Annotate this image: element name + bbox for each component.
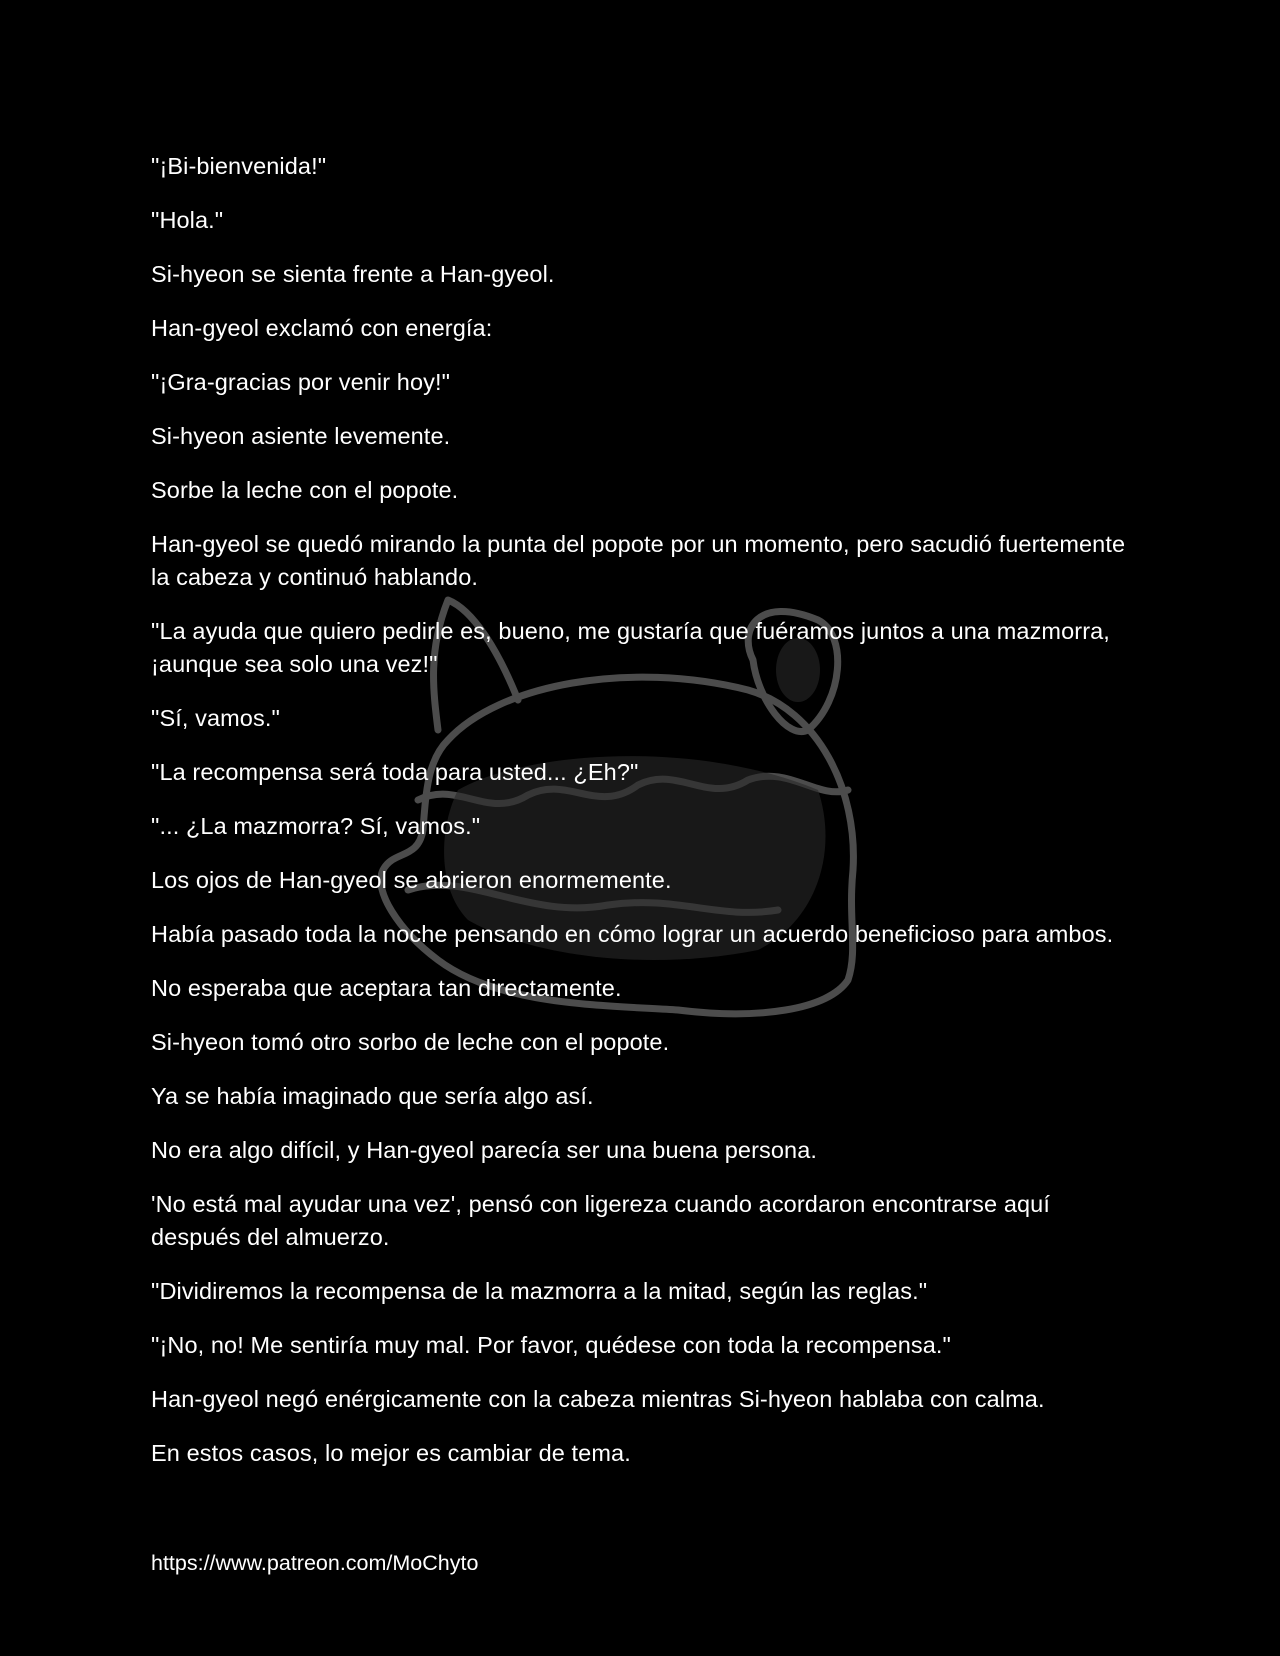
story-text xyxy=(151,150,1131,1491)
paragraph: "¡Gra-gracias por venir hoy!" xyxy=(151,369,451,395)
paragraph: "¡Bi-bienvenida!" xyxy=(151,153,327,179)
patreon-link[interactable]: https://www.patreon.com/MoChyto xyxy=(151,1551,479,1575)
paragraph: "Hola." xyxy=(151,207,224,233)
paragraph: Sorbe la leche con el popote. xyxy=(151,477,459,503)
paragraph: Si-hyeon asiente levemente. xyxy=(151,423,451,449)
paragraph: No esperaba que aceptara tan directamente. xyxy=(151,975,622,1001)
paragraph: Han-gyeol se quedó mirando la punta del popote por un momento, pero sacudió fuertemente la cabeza y continuó hablando. xyxy=(151,531,1126,590)
paragraph: Han-gyeol negó enérgicamente con la cabeza mientras Si-hyeon hablaba con calma. xyxy=(151,1386,1045,1412)
paragraph: Había pasado toda la noche pensando en cómo lograr un acuerdo beneficioso para ambos. xyxy=(151,921,1114,947)
paragraph: No era algo difícil, y Han-gyeol parecía ser una buena persona. xyxy=(151,1137,817,1163)
paragraph: "La recompensa será toda para usted... ¿Eh?" xyxy=(151,759,639,785)
paragraph: Si-hyeon tomó otro sorbo de leche con el popote. xyxy=(151,1029,670,1055)
paragraph: "Sí, vamos." xyxy=(151,705,280,731)
paragraph: En estos casos, lo mejor es cambiar de tema. xyxy=(151,1440,631,1466)
paragraph: Los ojos de Han-gyeol se abrieron enormemente. xyxy=(151,867,672,893)
paragraph: "¡No, no! Me sentiría muy mal. Por favor, quédese con toda la recompensa." xyxy=(151,1332,951,1358)
paragraph: Si-hyeon se sienta frente a Han-gyeol. xyxy=(151,261,555,287)
paragraph: "... ¿La mazmorra? Sí, vamos." xyxy=(151,813,481,839)
paragraph: "La ayuda que quiero pedirle es, bueno, me gustaría que fuéramos juntos a una mazmorra, ¡aunque sea solo una vez!" xyxy=(151,618,1110,677)
paragraph: Han-gyeol exclamó con energía: xyxy=(151,315,493,341)
paragraph: "Dividiremos la recompensa de la mazmorra a la mitad, según las reglas." xyxy=(151,1278,928,1304)
paragraph: Ya se había imaginado que sería algo así. xyxy=(151,1083,594,1109)
paragraph: 'No está mal ayudar una vez', pensó con ligereza cuando acordaron encontrarse aquí después del almuerzo. xyxy=(151,1191,1050,1250)
